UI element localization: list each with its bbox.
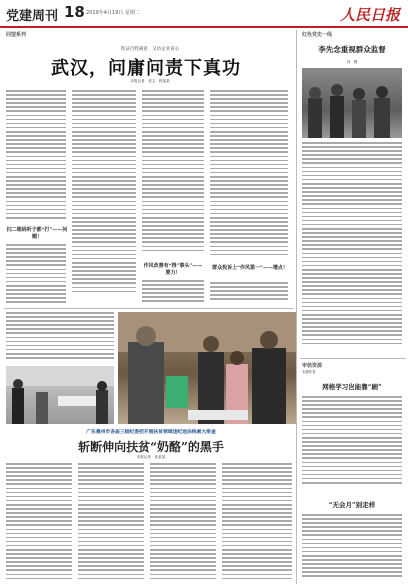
article-text-column-2 <box>72 90 136 298</box>
bottom-text-column-2 <box>78 463 144 581</box>
article-text-column-1 <box>6 90 66 222</box>
bottom-text-column-1 <box>6 463 72 581</box>
newspaper-logo: 人民日报 <box>339 6 400 24</box>
historical-photo <box>302 68 402 138</box>
issue-date: 2019年4月19日 星期二 <box>86 10 140 16</box>
bottom-title: 斩断伸向扶贫“奶酪”的黑手 <box>78 440 224 454</box>
section-title: 党建周刊 <box>6 9 59 24</box>
bottom-text-column-3 <box>150 463 216 581</box>
subheading-2: 作风改善有“得”事头”——要力！ <box>143 263 203 276</box>
page-number: 18 <box>64 3 85 21</box>
article-text-column-4 <box>210 90 288 260</box>
column-divider <box>296 30 297 584</box>
comment-text-2 <box>302 514 402 580</box>
right-divider <box>300 358 406 359</box>
comment-title-1: 网格学习岂能靠“刷” <box>322 383 382 391</box>
right-column-label: 红色党史一线 <box>302 32 333 38</box>
article-kicker: 铁证百姓满意 又访企业省心 <box>120 47 180 52</box>
right-article-text <box>302 142 402 352</box>
bottom-text-column-4 <box>222 463 292 581</box>
column-label: 回望系列 <box>6 32 27 38</box>
meeting-photo <box>6 366 114 424</box>
article-text-column-3 <box>142 90 204 256</box>
comment-title-2: “无会月”别走样 <box>328 501 376 509</box>
article-title: 武汉，问庸问责下真功 <box>51 58 241 79</box>
comment-text-1 <box>302 396 402 490</box>
bottom-intro-text <box>6 312 114 362</box>
article-text-column-3b <box>142 280 204 306</box>
comment-byline-label: 本期作者 <box>302 370 316 374</box>
article-text-column-4b <box>210 282 288 306</box>
subheading-3: 群众投诉上“作风第一”——增点！ <box>212 265 288 271</box>
comment-label: 审核资源 <box>302 363 323 369</box>
bottom-kicker: 广东惠州市各届三级纪委把开展扶贫领域违纪违法线索大排查 <box>86 429 216 435</box>
subheading-1: 扫二维码听子都“打”——问题！ <box>6 227 68 240</box>
section-divider <box>4 308 294 309</box>
bottom-byline: 本报记者 张某某 <box>136 455 166 459</box>
article-byline: 本报记者 张文 程某某 <box>130 79 170 83</box>
article-text-column-1b <box>6 244 66 306</box>
page-header <box>0 0 408 28</box>
right-article-title: 李先念重视群众监督 <box>318 45 386 54</box>
main-photo <box>118 312 296 424</box>
right-article-byline: 刘 钢 <box>346 60 358 64</box>
